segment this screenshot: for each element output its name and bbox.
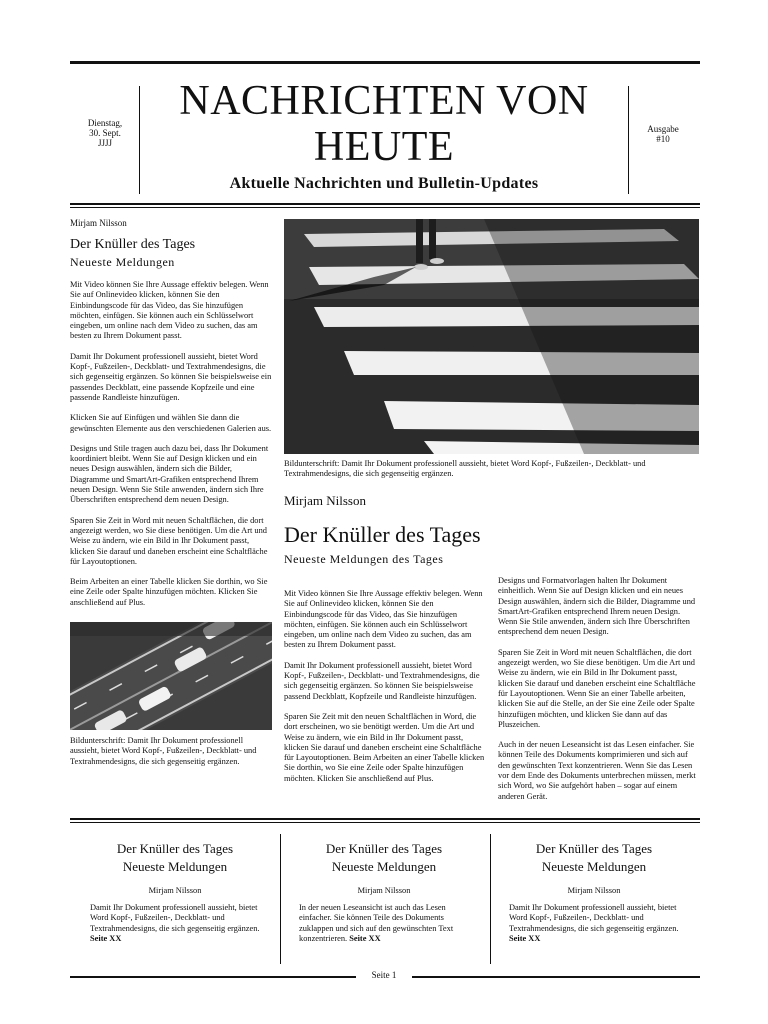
- footer-page-ref[interactable]: Seite XX: [90, 933, 122, 943]
- footer-headline: Der Knüller des Tages: [535, 841, 653, 856]
- page-footer-rule-right: [412, 976, 700, 978]
- main-image-caption: Bildunterschrift: Damit Ihr Dokument professionell aussieht, bietet Word Kopf-, Fußzeilen-, Deckblatt- und Textrahmendesigns, die sich gegenseitig ergänzen.: [284, 459, 646, 479]
- footer-subheadline: Neueste Meldungen: [541, 859, 647, 874]
- main-column-2: [498, 576, 699, 812]
- issue-label: Ausgabe: [647, 124, 679, 134]
- main-col2-paragraph: Designs und Formatvorlagen halten Ihr Dokument einheitlich. Wenn Sie auf Design klicken und ein neues Design auswählen, ändern sich die Bilder, Diagramme und SmartArt-Grafiken entsprechend Ihrem neuen Design. Wenn Sie Stile anwenden, ändern sich Ihre Überschriften entsprechend dem neuen Design.: [498, 576, 696, 637]
- footer-page-ref[interactable]: Seite XX: [349, 933, 381, 943]
- main-col1-paragraph: Damit Ihr Dokument professionell aussieht, bietet Word Kopf-, Fußzeilen-, Deckblatt- und Textrahmendesigns, die sich gegenseitig ergänzen. So können Sie beispielsweise passend Deckblatt, Kopfzeile und Randleiste hinzufügen.: [284, 660, 480, 701]
- main-col1-paragraph: Mit Video können Sie Ihre Aussage effektiv belegen. Wenn Sie auf Onlinevideo klicken, können Sie den Einbindungscode für das Video, das Sie hinzufügen möchten, einfügen. Sie können auch ein Schlüsselwort eingeben, um online nach dem Video zu suchen, das am besten zu Ihrem Dokument passt.: [284, 589, 483, 650]
- footer-text: [499, 903, 689, 944]
- left-paragraph: Sparen Sie Zeit in Word mit neuen Schaltflächen, die dort angezeigt werden, wo Sie diese benötigen. Um die Art und Weise zu ändern, wie ein Bild in Ihr Dokument passt, klicken Sie darauf und daneben erscheint eine Schaltfläche für Layoutoptionen.: [70, 515, 268, 566]
- masthead-title: NACHRICHTEN VON HEUTE: [179, 78, 589, 170]
- left-paragraph: Beim Arbeiten an einer Tabelle klicken Sie dorthin, wo Sie eine Zeile oder Spalte hinzufügen möchten. Klicken Sie anschließend auf Plus.: [70, 577, 268, 607]
- date-weekday: Dienstag,: [87, 118, 123, 128]
- left-paragraph: Designs und Stile tragen auch dazu bei, dass Ihr Dokument koordiniert bleibt. Wenn Sie auf Design klicken und ein neues Design auswählen, ändern sich die Bilder, Diagramme und SmartArt-Grafiken entsprechend Ihrem neuen Design. Wenn Sie Stile anwenden, ändern sich Ihre Überschriften entsprechend dem neuen Design.: [70, 443, 269, 505]
- footer-headline: Der Knüller des Tages: [116, 841, 234, 856]
- footer-headline: Der Knüller des Tages: [325, 841, 443, 856]
- main-column-1: [284, 589, 489, 794]
- footer-author: Mirjam Nilsson: [357, 886, 411, 895]
- left-headline: Der Knüller des Tages: [70, 237, 196, 252]
- highway-photo: [70, 622, 272, 730]
- date-day: 30. Sept.: [89, 128, 121, 138]
- main-col2-paragraph: Auch in der neuen Leseansicht ist das Lesen einfacher. Sie können Teile des Dokuments komprimieren und sich auf den gewünschten Text konzentrieren. Wenn Sie das Lesen vor dem Ende des Dokuments unterbrechen müssen, merkt sich Word, wo Sie aufgehört haben – sogar auf einem anderen Gerät.: [498, 740, 696, 801]
- footer-story-1: [80, 840, 270, 944]
- left-body: [70, 280, 272, 618]
- footer-top-rule-thick: [70, 818, 700, 820]
- footer-text-body: Damit Ihr Dokument professionell aussieht, bietet Word Kopf-, Fußzeilen-, Deckblatt- und Textrahmendesigns, die sich gegenseitig ergänzen.: [90, 903, 260, 933]
- left-paragraph: Mit Video können Sie Ihre Aussage effektiv belegen. Wenn Sie auf Onlinevideo klicken, können Sie den Einbindungscode für das Video, das Sie hinzufügen möchten, einfügen. Sie können auch ein Schlüsselwort eingeben, um online nach dem Video zu suchen, das am besten zu Ihrem Dokument passt.: [70, 280, 269, 341]
- main-headline: Der Knüller des Tages: [284, 522, 481, 547]
- footer-subheadline: Neueste Meldungen: [122, 859, 228, 874]
- left-subheadline: Neueste Meldungen: [70, 255, 175, 269]
- masthead-issue: [628, 124, 698, 144]
- page-number: Seite 1: [371, 970, 397, 980]
- footer-text: [80, 903, 270, 944]
- main-author: Mirjam Nilsson: [284, 493, 366, 508]
- footer-author: Mirjam Nilsson: [148, 886, 202, 895]
- date-year: JJJJ: [97, 138, 112, 148]
- issue-number: #10: [656, 134, 670, 144]
- main-subheadline: Neueste Meldungen des Tages: [284, 552, 444, 566]
- left-paragraph: Damit Ihr Dokument professionell aussieht, bietet Word Kopf-, Fußzeilen-, Deckblatt- und Textrahmendesigns, die sich gegenseitig ergänzen. So können Sie beispielsweise ein passendes Deckblatt, eine passende Kopfzeile und eine passende Randleiste hinzufügen.: [70, 351, 272, 402]
- main-col1-paragraph: Sparen Sie Zeit mit den neuen Schaltflächen in Word, die dort erscheinen, wo sie benötigt werden. Um die Art und Weise zu ändern, wie ein Bild in Ihr Dokument passt, klicken Sie darauf und daneben erscheint eine Schaltfläche für Layoutoptionen. Beim Arbeiten an einer Tabelle klicken Sie dorthin, wo Sie eine Zeile oder Spalte hinzufügen möchten. Klicken Sie anschließend auf Plus.: [284, 711, 485, 783]
- masthead-top-rule: [70, 61, 700, 64]
- masthead-bottom-rule-thick: [70, 203, 700, 205]
- left-author: Mirjam Nilsson: [70, 218, 127, 228]
- footer-page-ref[interactable]: Seite XX: [509, 933, 541, 943]
- footer-top-rule-thin: [70, 822, 700, 823]
- masthead-subtitle: Aktuelle Nachrichten und Bulletin-Updates: [229, 175, 539, 192]
- footer-subheadline: Neueste Meldungen: [331, 859, 437, 874]
- left-paragraph: Klicken Sie auf Einfügen und wählen Sie dann die gewünschten Elemente aus den verschiedenen Galerien aus.: [70, 413, 272, 433]
- left-image-caption: Bildunterschrift: Damit Ihr Dokument professionell aussieht, bietet Word Kopf-, Fußzeilen-, Deckblatt- und Textrahmendesigns, die sich gegenseitig ergänzen.: [70, 736, 257, 766]
- footer-text: [289, 903, 479, 944]
- footer-divider-1: [280, 834, 281, 964]
- page-footer-rule-left: [70, 976, 356, 978]
- footer-text-body: In der neuen Leseansicht ist auch das Lesen einfacher. Sie können Teile des Dokuments zuklappen und sich auf den gewünschten Text konzentrieren.: [299, 903, 454, 943]
- main-col2-paragraph: Sparen Sie Zeit in Word mit neuen Schaltflächen, die dort angezeigt werden, wo Sie diese benötigen. Um die Art und Weise zu ändern, wie ein Bild in Ihr Dokument passt, klicken Sie darauf und daneben erscheint eine Schaltfläche für Layoutoptionen. Wenn Sie an einer Tabelle arbeiten, klicken Sie auf die Stelle, an der Sie eine Zeile oder Spalte hinzufügen möchten, und klicken Sie dann auf das Pluszeichen.: [498, 647, 696, 729]
- footer-text-body: Damit Ihr Dokument professionell aussieht, bietet Word Kopf-, Fußzeilen-, Deckblatt- und Textrahmendesigns, die sich gegenseitig ergänzen.: [509, 903, 679, 933]
- footer-divider-2: [490, 834, 491, 964]
- masthead-date: [70, 118, 140, 148]
- crosswalk-photo: [284, 219, 699, 454]
- footer-story-2: [289, 840, 479, 944]
- footer-story-3: [499, 840, 689, 944]
- masthead-bottom-rule-thin: [70, 207, 700, 208]
- footer-author: Mirjam Nilsson: [567, 886, 621, 895]
